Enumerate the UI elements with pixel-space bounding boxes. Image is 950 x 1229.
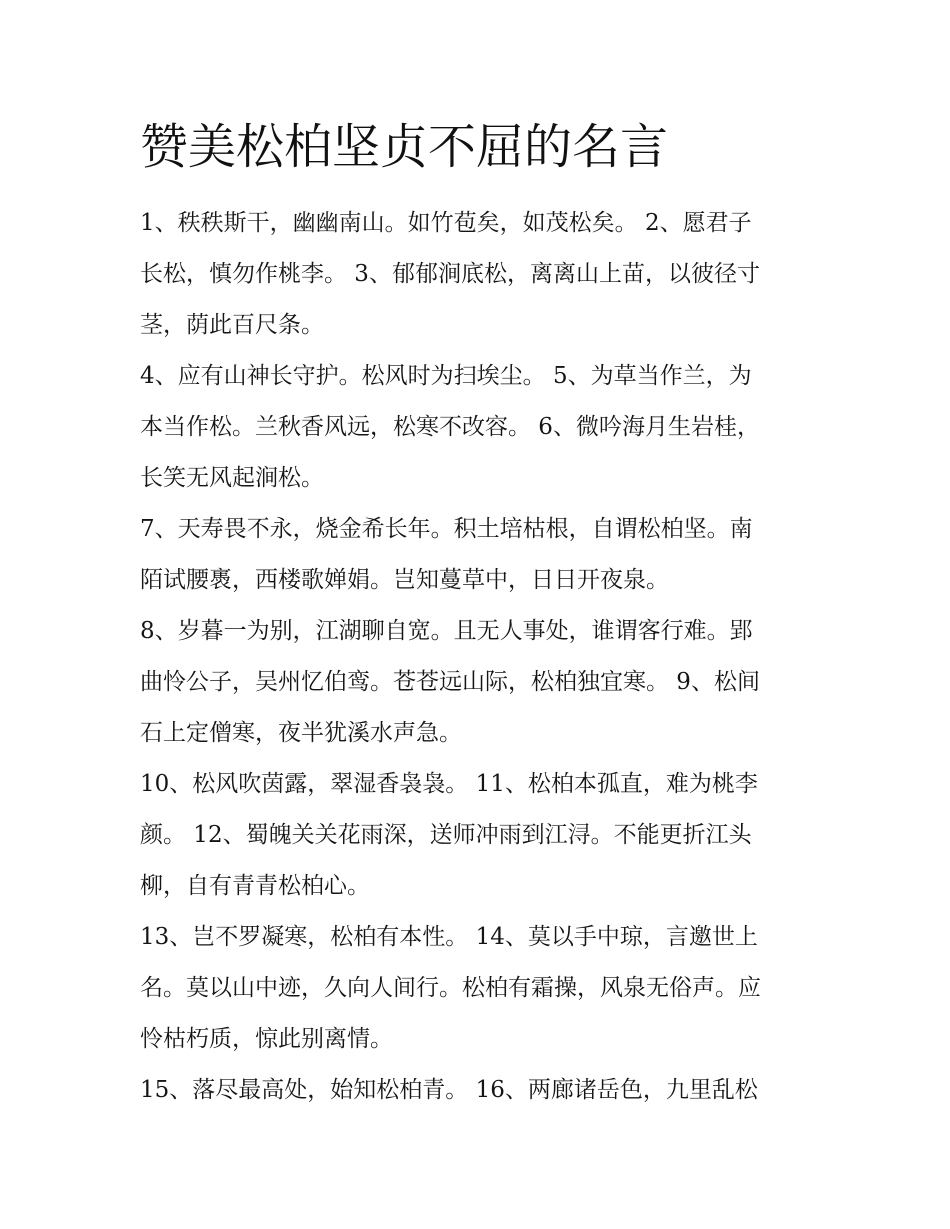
text-line: 石上定僧寒，夜半犹溪水声急。 [140,720,462,746]
text-line: 7、天寿畏不永，烧金希长年。积土培枯根，自谓松柏坚。南 [140,516,753,542]
text-line: 长松，慎勿作桃李。 3、郁郁涧底松，离离山上苗，以彼径寸 [140,261,760,287]
text-line: 颜。 12、蜀魄关关花雨深，送师冲雨到江浔。不能更折江头 [140,822,752,848]
text-line: 10、松风吹茵露，翠湿香袅袅。 11、松柏本孤直，难为桃李 [140,771,758,797]
text-line: 1、秩秩斯干，幽幽南山。如竹苞矣，如茂松矣。 2、愿君子 [140,210,752,236]
text-line: 长笑无风起涧松。 [140,465,324,491]
quote-text-body [140,198,830,1116]
text-line: 名。莫以山中迹，久向人间行。松柏有霜操，风泉无俗声。应 [140,975,761,1001]
text-line: 怜枯朽质，惊此别离情。 [140,1026,393,1052]
text-line: 本当作松。兰秋香风远，松寒不改容。 6、微吟海月生岩桂， [140,414,760,440]
text-line: 柳，自有青青松柏心。 [140,873,370,899]
page-title: 赞美松柏坚贞不屈的名言 [140,119,669,175]
text-line: 15、落尽最高处，始知松柏青。 16、两廊诸岳色，九里乱松 [140,1077,758,1103]
text-line: 茎，荫此百尺条。 [140,312,324,338]
text-line: 13、岂不罗凝寒，松柏有本性。 14、莫以手中琼，言邀世上 [140,924,758,950]
text-line: 4、应有山神长守护。松风时为扫埃尘。 5、为草当作兰，为 [140,363,752,389]
text-line: 8、岁暮一为别，江湖聊自宽。且无人事处，谁谓客行难。郢 [140,618,753,644]
text-line: 曲怜公子，吴州忆伯鸾。苍苍远山际，松柏独宜寒。 9、松间 [140,669,760,695]
text-line: 陌试腰褭，西楼歌婵娟。岂知蔓草中，日日开夜泉。 [140,567,669,593]
